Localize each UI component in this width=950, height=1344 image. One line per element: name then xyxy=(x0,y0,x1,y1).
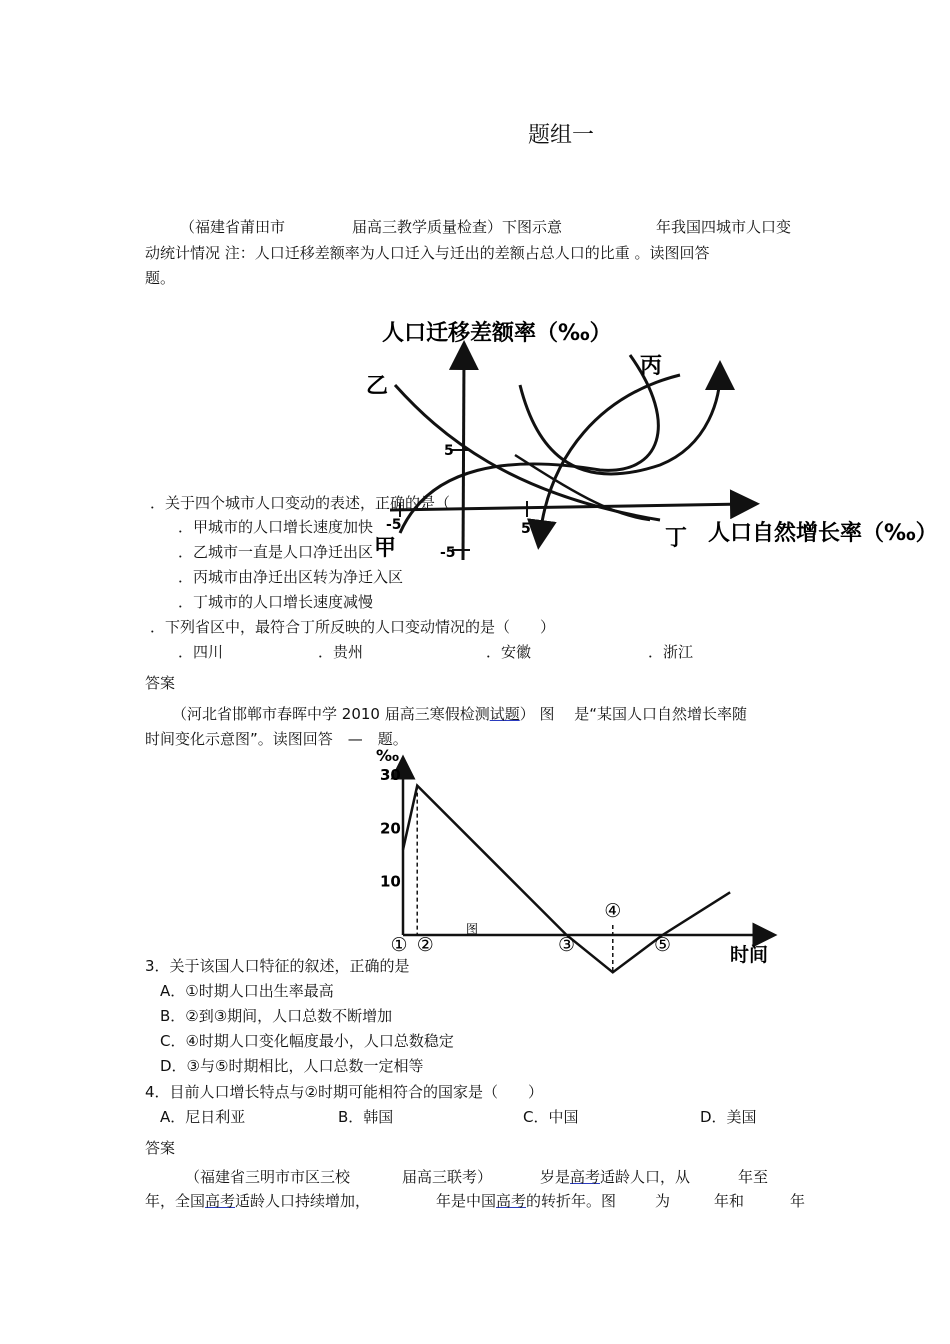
group2-intro-line2: 时间变化示意图”。读图回答 — 题。 xyxy=(145,730,408,748)
chart2-y-tick-20: 20 xyxy=(380,819,401,838)
chart2-x-point-2: ② xyxy=(416,934,434,956)
group1-intro-line1-c: 年我国四城市人口变 xyxy=(656,218,792,236)
group1-intro-line1-a: （福建省莆田市 xyxy=(180,218,286,236)
curve-bing xyxy=(520,375,720,474)
group3-line2-g: 年 xyxy=(790,1192,806,1210)
group3-line1-a: （福建省三明市市区三校 xyxy=(185,1168,351,1186)
q3-option-d: D．③与⑤时期相比，人口总数一定相等 xyxy=(160,1057,424,1075)
y-axis xyxy=(463,355,464,560)
group1-intro-line2: 动统计情况 注：人口迁移差额率为人口迁入与迁出的差额占总人口的比重 。读图回答 xyxy=(145,244,710,262)
chart2-y-tick-30: 30 xyxy=(380,766,401,784)
chart2-figure-label: 图 xyxy=(466,922,479,936)
chart2-ylabel: ‰ xyxy=(376,746,400,765)
link-shiti[interactable]: 试题 xyxy=(489,705,520,723)
page-title: 题组一 xyxy=(528,123,595,148)
chart2-x-point-1: ① xyxy=(390,934,408,956)
q1-stem: ．关于四个城市人口变动的表述，正确的是（ xyxy=(150,494,451,512)
q2-option-b: ．贵州 xyxy=(318,643,364,661)
q2-stem: ．下列省区中，最符合丁所反映的人口变动情况的是（ ） xyxy=(150,618,556,636)
q3-option-c: C．④时期人口变化幅度最小，人口总数稳定 xyxy=(160,1032,454,1050)
group3-line2-d: 的转折年。图 xyxy=(526,1192,617,1210)
group3-line2-a: 年，全国 xyxy=(145,1192,206,1210)
chart1-tick-y-pos: 5 xyxy=(444,443,454,459)
q2-option-a: ．四川 xyxy=(178,643,224,661)
group2-intro-line1 xyxy=(172,703,747,725)
group3-line1-e: 年至 xyxy=(738,1168,769,1186)
group3-line2-b: 适龄人口持续增加， xyxy=(235,1192,371,1210)
group3-line2-e: 为 xyxy=(655,1192,671,1210)
group3-line1-mid xyxy=(540,1166,690,1188)
chart2-xlabel: 时间 xyxy=(730,944,769,966)
growth-rate-chart xyxy=(360,745,780,975)
q3-option-b: B．②到③期间，人口总数不断增加 xyxy=(160,1007,393,1025)
chart1-tick-x-neg: -5 xyxy=(386,517,402,533)
link-gaokao-2[interactable]: 高考 xyxy=(205,1192,236,1210)
q4-stem: 4．目前人口增长特点与②时期可能相符合的国家是（ ） xyxy=(145,1083,543,1101)
q4-option-b: B．韩国 xyxy=(338,1108,394,1126)
group1-answer-label: 答案 xyxy=(145,674,176,692)
q4-option-c: C．中国 xyxy=(523,1108,579,1126)
group3-line1-d: 适龄人口，从 xyxy=(600,1168,691,1186)
group3-line2-f: 年和 xyxy=(714,1192,745,1210)
group1-intro-line1-b: 届高三教学质量检查）下图示意 xyxy=(352,218,563,236)
q4-option-a: A．尼日利亚 xyxy=(160,1108,246,1126)
chart2-y-tick-10: 10 xyxy=(380,872,401,891)
chart1-xlabel: 人口自然增长率（‰） xyxy=(708,521,938,546)
chart2-x-point-5: ⑤ xyxy=(654,934,672,956)
chart1-ylabel: 人口迁移差额率（‰） xyxy=(382,321,612,346)
chart2-x-point-4: ④ xyxy=(604,900,622,922)
q1-option-c: ．丙城市由净迁出区转为净迁入区 xyxy=(178,568,404,586)
q2-option-c: ．安徽 xyxy=(486,643,532,661)
link-gaokao-3[interactable]: 高考 xyxy=(496,1192,527,1210)
chart1-label-jia: 甲 xyxy=(374,536,397,561)
q4-option-d: D．美国 xyxy=(700,1108,757,1126)
q2-option-d: ．浙江 xyxy=(648,643,694,661)
group2-intro-line1-a: （河北省邯郸市春晖中学 2010 届高三寒假检测 xyxy=(172,705,490,723)
link-gaokao-1[interactable]: 高考 xyxy=(570,1168,601,1186)
group1-intro-line3: 题。 xyxy=(145,269,176,287)
chart1-tick-x-pos: 5 xyxy=(521,521,531,537)
group2-intro-line1-b: ） 图 是“某国人口自然增长率随 xyxy=(519,705,748,723)
group3-line2-start xyxy=(145,1190,370,1212)
chart1-label-bing: 丙 xyxy=(640,354,663,379)
chart1-label-yi: 乙 xyxy=(366,374,389,399)
q1-option-b: ．乙城市一直是人口净迁出区 xyxy=(178,543,374,561)
group3-line2-c: 年是中国 xyxy=(436,1192,497,1210)
q1-option-a: ．甲城市的人口增长速度加快 xyxy=(178,518,374,536)
q1-option-d: ．丁城市的人口增长速度减慢 xyxy=(178,593,374,611)
chart1-tick-y-neg: -5 xyxy=(440,545,456,561)
migration-chart xyxy=(360,305,950,575)
group3-line2-mid xyxy=(436,1190,616,1212)
group3-line1-b: 届高三联考） xyxy=(402,1168,493,1186)
chart2-x-point-3: ③ xyxy=(558,934,576,956)
group3-line1-c: 岁是 xyxy=(540,1168,571,1186)
chart1-label-ding: 丁 xyxy=(665,526,688,551)
group2-answer-label: 答案 xyxy=(145,1139,176,1157)
q3-stem: 3．关于该国人口特征的叙述，正确的是 xyxy=(145,957,410,975)
q3-option-a: A．①时期人口出生率最高 xyxy=(160,982,334,1000)
